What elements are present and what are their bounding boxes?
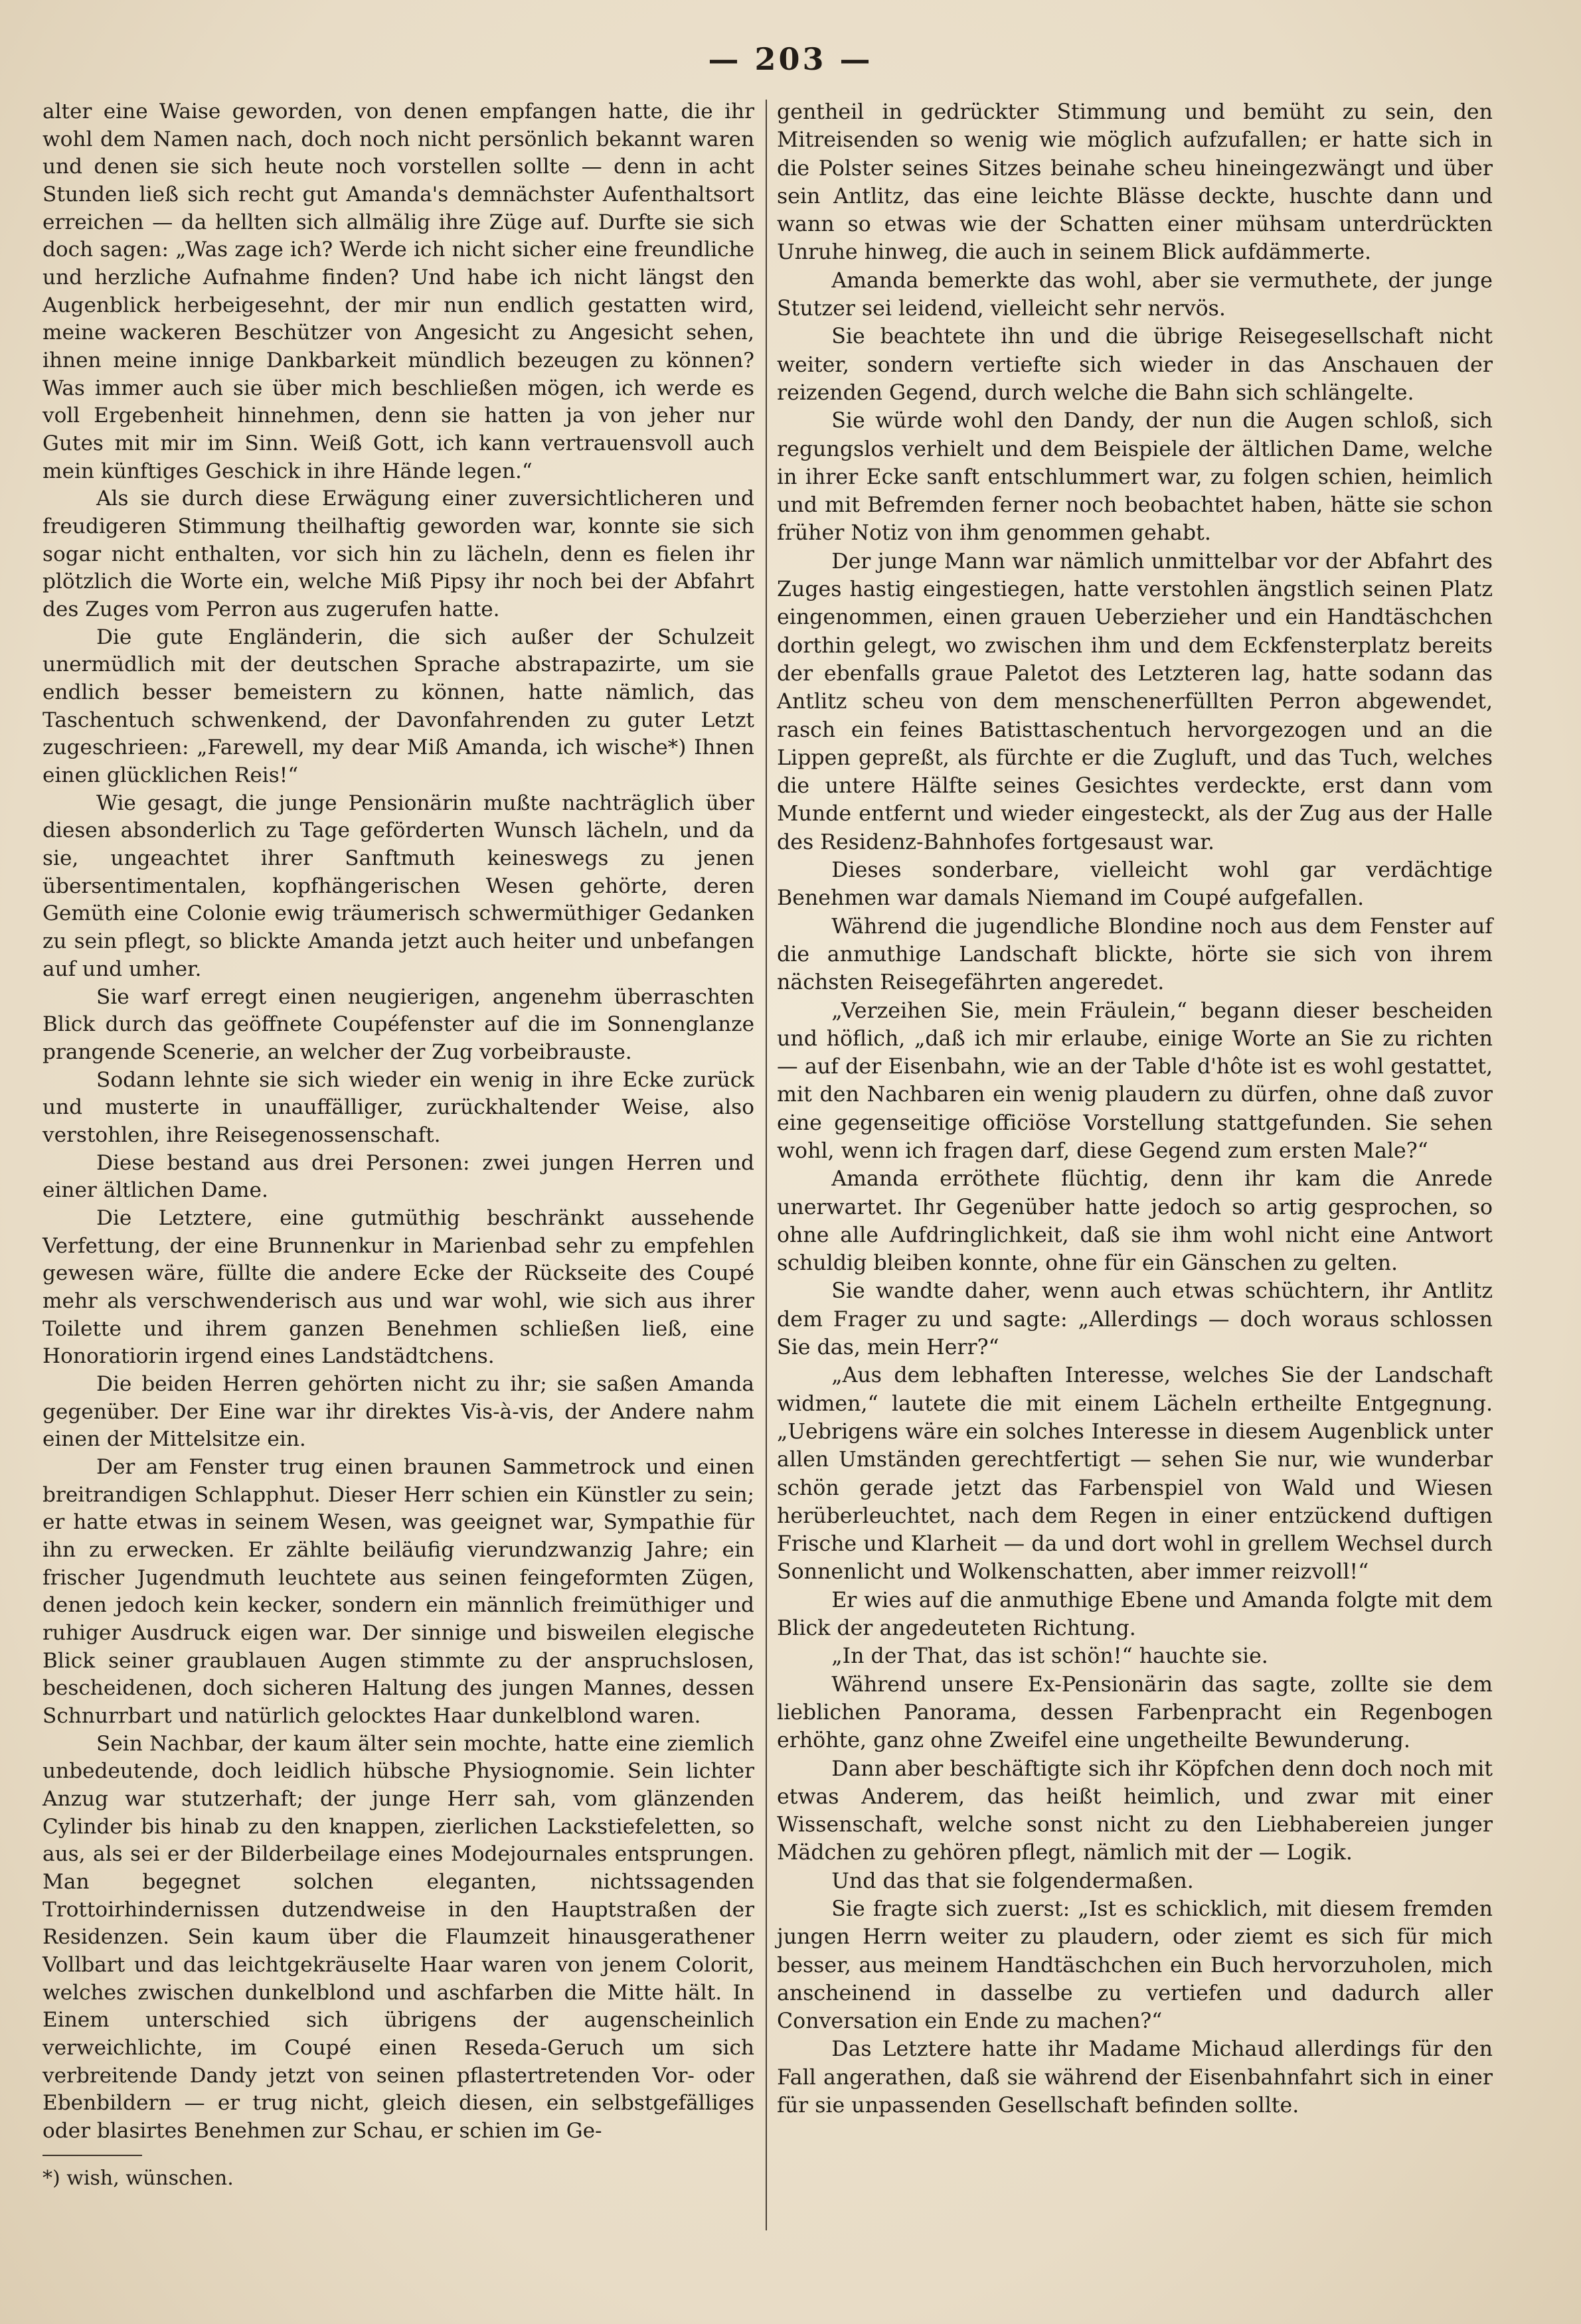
footnote: *) wish, wünschen.	[42, 2167, 234, 2190]
right-column	[777, 98, 1493, 2120]
paragraph: alter eine Waise geworden, von denen empfangen hatte, die ihr wohl dem Namen nach, doch noch nicht persönlich bekannt waren und denen sie sich heute noch vorstellen sollte — denn in acht Stunden ließ sich recht gut Amanda's demnächster Aufenthaltsort erreichen — da hellten sich allmälig ihre Züge auf. Durfte sie sich doch sagen: „Was zage ich? Werde ich nicht sicher eine freundliche und herzliche Aufnahme finden? Und habe ich nicht längst den Augenblick herbeigesehnt, der mir nun endlich gestatten wird, meine wackeren Beschützer von Angesicht zu Angesicht sehen, ihnen meine innige Dankbarkeit mündlich bezeugen zu können? Was immer auch sie über mich beschließen mögen, ich werde es voll Ergebenheit hinnehmen, denn sie hatten ja von jeher nur Gutes mit mir im Sinn. Weiß Gott, ich kann vertrauensvoll auch mein künftiges Geschick in ihre Hände legen.“	[42, 100, 754, 483]
footnote-rule	[42, 2155, 142, 2156]
page-number: — 203 —	[708, 41, 873, 77]
paragraph: Sodann lehnte sie sich wieder ein wenig in ihre Ecke zurück und musterte in unauffälliger, zurückhaltender Weise, also verstohlen, ihre Reisegenossenschaft.	[42, 1067, 754, 1147]
paragraph: Dann aber beschäftigte sich ihr Köpfchen denn doch noch mit etwas Anderem, das heißt heimlich, und zwar mit einer Wissenschaft, welche sonst nicht zu den Liebhabereien junger Mädchen zu gehören pflegt, nämlich mit der — Logik.	[777, 1756, 1493, 1865]
paragraph: Während unsere Ex-Pensionärin das sagte, zollte sie dem lieblichen Panorama, dessen Farbenpracht ein Regenbogen erhöhte, ganz ohne Zweifel eine ungetheilte Bewunderung.	[777, 1672, 1493, 1753]
paragraph: Sie fragte sich zuerst: „Ist es schicklich, mit diesem fremden jungen Herrn weiter zu plaudern, oder ziemt es sich für mich besser, aus meinem Handtäschchen ein Buch hervorzuholen, mich anscheinend in dasselbe zu vertiefen und dadurch aller Conversation ein Ende zu machen?“	[777, 1897, 1493, 2034]
paragraph: Er wies auf die anmuthige Ebene und Amanda folgte mit dem Blick der angedeuteten Richtung.	[777, 1588, 1493, 1641]
paragraph: Sein Nachbar, der kaum älter sein mochte, hatte eine ziemlich unbedeutende, doch leidlich hübsche Physiognomie. Sein lichter Anzug war stutzerhaft; der junge Herr sah, vom glänzenden Cylinder bis hinab zu den knappen, zierlichen Lackstiefeletten, so aus, als sei er der Bilderbeilage eines Modejournales entsprungen. Man begegnet solchen eleganten, nichtssagenden Trottoirhindernissen dutzendweise in den Hauptstraßen der Residenzen. Sein kaum über die Flaumzeit hinausgerathener Vollbart und das leichtgekräuselte Haar waren von jenem Colorit, welches zwischen dunkelblond und aschfarben die Mitte hält. In Einem unterschied sich übrigens der augenscheinlich verweichlichte, im Coupé einen Reseda-Geruch um sich verbreitende Dandy jetzt von seinen pflastertretenden Vor- oder Ebenbildern — er trug nicht, gleich diesen, ein selbstgefälliges oder blasirtes Benehmen zur Schau, er schien im Ge-	[42, 1731, 754, 2143]
paragraph: „Verzeihen Sie, mein Fräulein,“ begann dieser bescheiden und höflich, „daß ich mir erlaube, einige Worte an Sie zu richten — auf der Eisenbahn, wie an der Table d'hôte ist es wohl gestattet, mit den Nachbaren ein wenig plaudern zu dürfen, ohne daß zuvor eine gegenseitige officiöse Vorstellung stattgefunden. Sie sehen wohl, wenn ich fragen darf, diese Gegend zum ersten Male?“	[777, 998, 1493, 1163]
paragraph: Dieses sonderbare, vielleicht wohl gar verdächtige Benehmen war damals Niemand im Coupé aufgefallen.	[777, 858, 1493, 911]
paragraph: Sie beachtete ihn und die übrige Reisegesellschaft nicht weiter, sondern vertiefte sich wieder in das Anschauen der reizenden Gegend, durch welche die Bahn sich schlängelte.	[777, 325, 1493, 405]
paragraph: Die beiden Herren gehörten nicht zu ihr; sie saßen Amanda gegenüber. Der Eine war ihr direktes Vis-à-vis, der Andere nahm einen der Mittelsitze ein.	[42, 1371, 754, 1452]
paragraph: Das Letztere hatte ihr Madame Michaud allerdings für den Fall angerathen, daß sie während der Eisenbahnfahrt sich in einer für sie unpassenden Gesellschaft befinden sollte.	[777, 2037, 1493, 2118]
paragraph: Und das that sie folgendermaßen.	[831, 1869, 1194, 1893]
paragraph: „In der That, das ist schön!“ hauchte sie.	[831, 1644, 1268, 1669]
paragraph: Der am Fenster trug einen braunen Sammetrock und einen breitrandigen Schlapphut. Dieser Herr schien ein Künstler zu sein; er hatte etwas in seinem Wesen, was geeignet war, Sympathie für ihn zu erwecken. Er zählte beiläufig vierundzwanzig Jahre; ein frischer Jugendmuth leuchtete aus seinen feingeformten Zügen, denen jedoch kein kecker, sondern ein männlich freimüthiger und ruhiger Ausdruck eigen war. Der sinnige und bisweilen elegische Blick seiner graublauen Augen stimmte zu der anspruchslosen, bescheidenen, doch sicheren Haltung des jungen Mannes, dessen Schnurrbart und natürlich gelocktes Haar dunkelblond waren.	[42, 1454, 754, 1728]
paragraph: Amanda bemerkte das wohl, aber sie vermuthete, der junge Stutzer sei leidend, vielleicht sehr nervös.	[777, 268, 1493, 321]
paragraph: Während die jugendliche Blondine noch aus dem Fenster auf die anmuthige Landschaft blickte, hörte sie sich von ihrem nächsten Reisegefährten angeredet.	[777, 914, 1493, 995]
paragraph: Sie warf erregt einen neugierigen, angenehm überraschten Blick durch das geöffnete Coupéfenster auf die im Sonnenglanze prangende Scenerie, an welcher der Zug vorbeibrauste.	[42, 984, 754, 1064]
paragraph: Die gute Engländerin, die sich außer der Schulzeit unermüdlich mit der deutschen Sprache abstrapazirte, um sie endlich besser bemeistern zu können, hatte nämlich, das Taschentuch schwenkend, der Davonfahrenden zu guter Letzt zugeschrieen: „Farewell, my dear Miß Amanda, ich wische*) Ihnen einen glücklichen Reis!“	[42, 625, 754, 788]
column-divider	[766, 100, 767, 2230]
paragraph: Sie würde wohl den Dandy, der nun die Augen schloß, sich regungslos verhielt und dem Beispiele der ältlichen Dame, welche in ihrer Ecke sanft entschlummert war, zu folgen schien, heimlich und mit Befremden ferner noch beobachtet haben, hätte sie schon früher Notiz von ihm genommen gehabt.	[777, 409, 1493, 546]
paragraph: Als sie durch diese Erwägung einer zuversichtlicheren und freudigeren Stimmung theilhaftig geworden war, konnte sie sich sogar nicht enthalten, vor sich hin zu lächeln, denn es fielen ihr plötzlich die Worte ein, welche Miß Pipsy ihr noch bei der Abfahrt des Zuges vom Perron aus zugerufen hatte.	[42, 487, 754, 622]
paragraph: gentheil in gedrückter Stimmung und bemüht zu sein, den Mitreisenden so wenig wie möglich aufzufallen; er hatte sich in die Polster seines Sitzes beinahe scheu hineingezwängt und über sein Antlitz, das eine leichte Blässe deckte, huschte dann und wann so etwas wie der Schatten einer mühsam unterdrückten Unruhe hinweg, die auch in seinem Blick aufdämmerte.	[777, 100, 1493, 265]
paragraph: Amanda erröthete flüchtig, denn ihr kam die Anrede unerwartet. Ihr Gegenüber hatte jedoch so artig gesprochen, so ohne alle Aufdringlichkeit, daß sie ihm wohl nicht eine Antwort schuldig bleiben konnte, ohne für ein Gänschen zu gelten.	[777, 1167, 1493, 1276]
paragraph: „Aus dem lebhaften Interesse, welches Sie der Landschaft widmen,“ lautete die mit einem Lächeln ertheilte Entgegnung. „Uebrigens wäre ein solches Interesse in diesem Augenblick unter allen Umständen gerechtfertigt — sehen Sie nur, wie wunderbar schön gerade jetzt das Farbenspiel von Wald und Wiesen herüberleuchtet, nach dem Regen in einer entzückend duftigen Frische und Klarheit — da und dort wohl in grellem Wechsel durch Sonnenlicht und Wolkenschatten, aber immer reizvoll!“	[777, 1363, 1493, 1585]
left-column	[42, 98, 754, 2145]
paragraph: Wie gesagt, die junge Pensionärin mußte nachträglich über diesen absonderlich zu Tage geförderten Wunsch lächeln, und da sie, ungeachtet ihrer Sanftmuth keineswegs zu jenen übersentimentalen, kopfhängerischen Wesen gehörte, deren Gemüth eine Colonie ewig träumerisch schwermüthiger Gedanken zu sein pflegt, so blickte Amanda jetzt auch heiter und unbefangen auf und umher.	[42, 791, 754, 981]
paragraph: Der junge Mann war nämlich unmittelbar vor der Abfahrt des Zuges hastig eingestiegen, hatte verstohlen ängstlich seinen Platz eingenommen, einen grauen Ueberzieher und ein Handtäschchen dorthin gelegt, wo zwischen ihm und dem Eckfensterplatz bereits der ebenfalls graue Paletot des Letzteren lag, hatte sodann das Antlitz scheu von dem menschenerfüllten Perron abgewendet, rasch ein feines Batisttaschentuch hervorgezogen und an die Lippen gepreßt, als fürchte er die Zugluft, und das Tuch, welches die untere Hälfte seines Gesichtes verdeckte, erst dann vom Munde entfernt und wieder eingesteckt, als der Zug aus der Halle des Residenz-Bahnhofes fortgesaust war.	[777, 549, 1493, 854]
paragraph: Die Letztere, eine gutmüthig beschränkt aussehende Verfettung, der eine Brunnenkur in Marienbad sehr zu empfehlen gewesen wäre, füllte die andere Ecke der Rückseite des Coupé mehr als verschwenderisch aus und war wohl, wie sich aus ihrer Toilette und ihrem ganzen Benehmen schließen ließ, eine Honoratiorin irgend eines Landstädtchens.	[42, 1205, 754, 1369]
paragraph: Diese bestand aus drei Personen: zwei jungen Herren und einer ältlichen Dame.	[42, 1150, 754, 1203]
paragraph: Sie wandte daher, wenn auch etwas schüchtern, ihr Antlitz dem Frager zu und sagte: „Allerdings — doch woraus schlossen Sie das, mein Herr?“	[777, 1279, 1493, 1360]
